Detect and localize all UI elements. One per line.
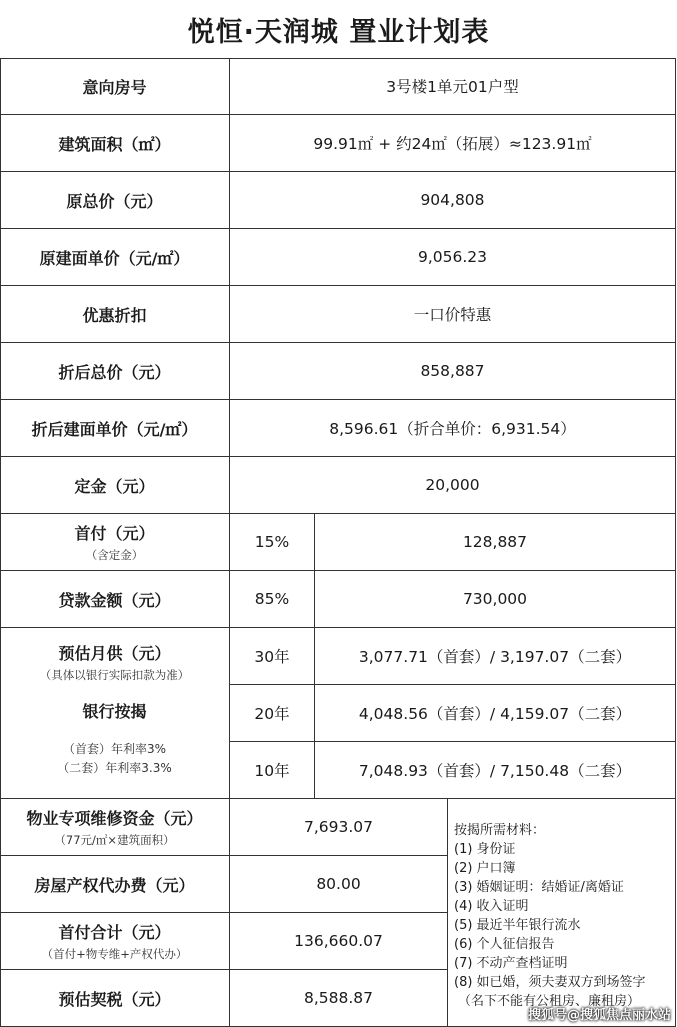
down-payment-label bbox=[0, 514, 230, 571]
discount-value: 一口价特惠 bbox=[230, 286, 676, 343]
down-payment-note: （含定金） bbox=[85, 548, 144, 562]
watermark: 搜狐号@搜狐焦点丽水站 bbox=[527, 1008, 671, 1023]
cert-fee-value: 80.00 bbox=[230, 856, 448, 913]
disc-unit-label: 折后建面单价（元/㎡） bbox=[0, 400, 230, 457]
purchase-plan-table bbox=[0, 58, 677, 1027]
materials-item: （名下不能有公租房、廉租房） bbox=[458, 994, 641, 1009]
materials-item: (8) 如已婚，须夫妻双方到场签字 bbox=[454, 975, 646, 990]
orig-unit-label: 原建面单价（元/㎡） bbox=[0, 229, 230, 286]
deposit-label: 定金（元） bbox=[0, 457, 230, 514]
house-value: 3号楼1单元01户型 bbox=[230, 58, 676, 115]
down-payment-title: 首付（元） bbox=[74, 524, 155, 543]
orig-total-label: 原总价（元） bbox=[0, 172, 230, 229]
cert-fee-label: 房屋产权代办费（元） bbox=[0, 856, 230, 913]
down-payment-percent: 15% bbox=[230, 514, 315, 571]
materials-heading: 按揭所需材料： bbox=[454, 823, 546, 838]
disc-total-value: 858,887 bbox=[230, 343, 676, 400]
page-title: 悦恒·天润城 置业计划表 bbox=[187, 16, 490, 48]
loan-percent: 85% bbox=[230, 571, 315, 628]
term-10-years: 10年 bbox=[230, 742, 315, 799]
term-30-years: 30年 bbox=[230, 628, 315, 685]
monthly-payment-title: 预估月供（元） bbox=[58, 644, 171, 663]
term-10-value: 7,048.93（首套）/ 7,150.48（二套） bbox=[315, 742, 676, 799]
house-label: 意向房号 bbox=[0, 58, 230, 115]
first-total-label bbox=[0, 913, 230, 970]
disc-unit-value: 8,596.61（折合单价：6,931.54） bbox=[230, 400, 676, 457]
monthly-payment-note: （具体以银行实际扣款为准） bbox=[39, 668, 190, 682]
area-value: 99.91㎡ + 约24㎡（拓展）≈123.91㎡ bbox=[230, 115, 676, 172]
materials-item: (2) 户口簿 bbox=[454, 861, 516, 876]
maintenance-fund-title: 物业专项维修资金（元） bbox=[26, 809, 203, 828]
maintenance-fund-note: （77元/㎡×建筑面积） bbox=[54, 833, 175, 847]
maintenance-fund-value: 7,693.07 bbox=[230, 799, 448, 856]
materials-item: (7) 不动产查档证明 bbox=[454, 956, 568, 971]
monthly-payment-label bbox=[0, 628, 230, 799]
disc-total-label: 折后总价（元） bbox=[0, 343, 230, 400]
down-payment-value: 128,887 bbox=[315, 514, 676, 571]
materials-item: (3) 婚姻证明：结婚证/离婚证 bbox=[454, 880, 624, 895]
deed-tax-value: 8,588.87 bbox=[230, 970, 448, 1027]
area-label: 建筑面积（㎡） bbox=[0, 115, 230, 172]
materials-item: (4) 收入证明 bbox=[454, 899, 529, 914]
materials-item: (6) 个人征信报告 bbox=[454, 937, 555, 952]
materials-item: (5) 最近半年银行流水 bbox=[454, 918, 581, 933]
first-total-note: （首付+物专维+产权代办） bbox=[41, 947, 188, 961]
second-home-rate: （二套）年利率3.3% bbox=[57, 761, 172, 775]
deposit-value: 20,000 bbox=[230, 457, 676, 514]
materials-item: (1) 身份证 bbox=[454, 842, 516, 857]
orig-unit-value: 9,056.23 bbox=[230, 229, 676, 286]
maintenance-fund-label bbox=[0, 799, 230, 856]
orig-total-value: 904,808 bbox=[230, 172, 676, 229]
term-20-years: 20年 bbox=[230, 685, 315, 742]
mortgage-materials bbox=[448, 799, 676, 1027]
loan-label: 贷款金额（元） bbox=[0, 571, 230, 628]
term-20-value: 4,048.56（首套）/ 4,159.07（二套） bbox=[315, 685, 676, 742]
first-total-title: 首付合计（元） bbox=[58, 923, 171, 942]
term-30-value: 3,077.71（首套）/ 3,197.07（二套） bbox=[315, 628, 676, 685]
deed-tax-label: 预估契税（元） bbox=[0, 970, 230, 1027]
loan-value: 730,000 bbox=[315, 571, 676, 628]
first-total-value: 136,660.07 bbox=[230, 913, 448, 970]
mortgage-label: 银行按揭 bbox=[82, 702, 147, 721]
discount-label: 优惠折扣 bbox=[0, 286, 230, 343]
first-home-rate: （首套）年利率3% bbox=[62, 742, 167, 756]
